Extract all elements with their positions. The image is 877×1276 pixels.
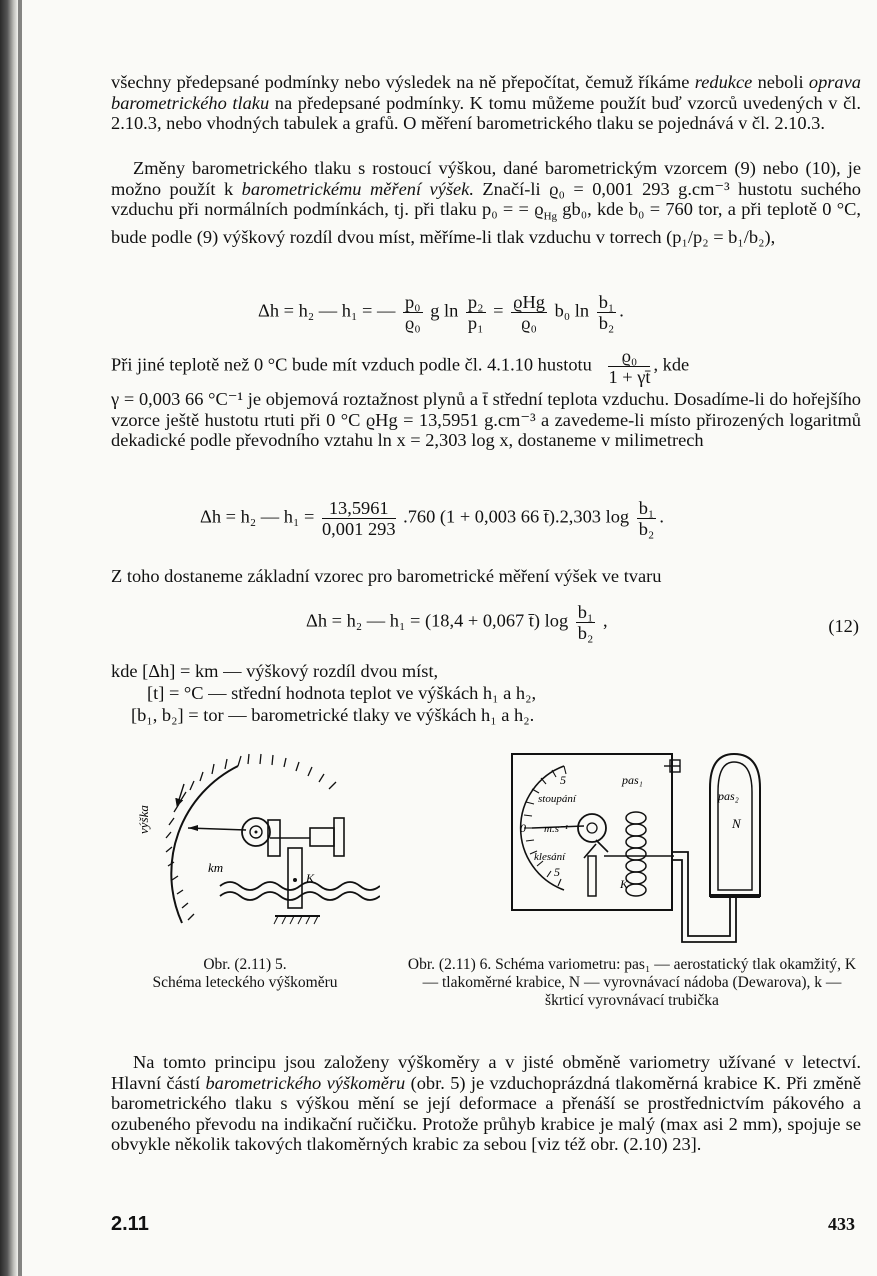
paragraph-4: Z toho dostaneme základní vzorec pro barometrické měření výšek ve tvaru: [111, 566, 662, 586]
page-binding-line: [18, 0, 22, 1276]
label-vyska: výška: [136, 805, 151, 834]
legend-line-1: kde [Δh] = km — výškový rozdíl dvou míst,: [111, 661, 439, 681]
label-five-bottom: 5: [554, 865, 560, 879]
label-km: km: [208, 860, 224, 875]
paragraph-2: Změny barometrického tlaku s rostoucí výškou, dané barometrickým vzorcem (9) nebo (10), je možno použít k barometrickému měření výšek. Značí-li ϱ₀ = 0,001 293 g.cm⁻³ hustotu suchého vzduchu při normálních podmínkách, tj. při tlaku p₀ = = $ϱ_{Hg}$ gb₀, kde b₀ = 760 tor, a při teplotě 0 °C, bude podle (9) výškový rozdíl dvou míst, měříme-li tlak vzduchu v torrech (p₁/p₂ = b₁/b₂),: [111, 158, 861, 248]
label-k6: K: [620, 877, 629, 891]
label-stoupani: stoupání: [538, 793, 576, 805]
label-ms: m.s⁻¹: [544, 823, 569, 835]
equation-1: Δh = h₂ — h₁ = — $\frac{\text{p₀}}{\text{ϱ₀}}$ g ln $\frac{\text{p₂}}{\text{p₁}}$ = ϱHg ϱ₀ b₀ ln $\frac{\text{b₁}}{\text{b₂}}$ .: [258, 292, 624, 333]
legend-line-2: [t] = °C — střední hodnota teplot ve výškách h₁ a h₂,: [147, 683, 537, 703]
label-zero: 0: [520, 821, 526, 835]
label-pas1: pas₁: [622, 773, 643, 787]
label-k: K: [306, 871, 315, 885]
paragraph-1: všechny předepsané podmínky nebo výsledek na ně přepočítat, čemuž říkáme redukce neboli oprava barometrického tlaku na předepsané podmínky. K tomu můžeme použít buď vzorců uvedených v čl. 2.10.3, nebo vhodných tabulek a grafů. O měření barometrického tlaku se pojednává v čl. 2.10.3.: [111, 72, 861, 134]
label-n: N: [732, 816, 741, 831]
equation-2: Δh = h₂ — h₁ = $\frac{13,5961}{0,001 293}$ .760 (1 + 0,003 66 t̄).2,303 log $\frac{\text{b₁}}{\text{b₂}}$ .: [200, 498, 664, 539]
label-klesani: klesání: [534, 851, 566, 863]
figure-6-caption: Obr. (2.11) 6. Schéma variometru: pas₁ — aerostatický tlak okamžitý, K — tlakoměrné krabice, N — vyrovnávací nádoba (Dewarova), k — škrticí vyrovnávací trubička: [407, 956, 857, 1009]
page-binding-shadow: [0, 0, 18, 1276]
label-five-top: 5: [560, 773, 566, 787]
figure-5-caption: Obr. (2.11) 5. Schéma leteckého výškoměru: [152, 956, 338, 991]
unit-legend: [111, 660, 536, 726]
equation-3: Δh = h₂ — h₁ = (18,4 + 0,067 t̄) log $\frac{\text{b₁}}{\text{b₂}}$ ,: [306, 602, 608, 643]
page-number: 433: [828, 1214, 855, 1234]
paragraph-3: Při jiné teplotě než 0 °C bude mít vzduch podle čl. 4.1.10 hustotu $\frac{\text{ϱ₀}}{1 + \gamma t̄}$ , kde γ = 0,003 66 °C⁻¹ je objemová roztažnost plynů a t̄ střední teplota vzduchu. Dosadíme-li do hořejšího vzorce ještě hustotu rtuti při 0 °C ϱHg = 13,5951 g.cm⁻³ a zavedeme-li místo přirozených logaritmů dekadické podle převodního vztahu ln x = 2,303 log x, dostaneme v milimetrech: [111, 346, 861, 451]
label-pas2: pas₂: [718, 789, 739, 803]
figure-6-variometer: [504, 748, 877, 948]
figure-5-altimeter: [120, 748, 380, 930]
paragraph-5: Na tomto principu jsou založeny výškoměry a v jisté obměně variometry užívané v letectví. Hlavní částí barometrického výškoměru (obr. 5) je vzduchoprázdná tlakoměrná krabice K. Při změně barometrického tlaku s výškou mění se její deformace a přenáší se prostřednictvím pákového a ozubeného převodu na indikační ručičku. Protože průhyb krabice je malý (max asi 2 mm), spojuje se obvykle několik takových tlakoměrných krabic za sebou [viz též obr. (2.10) 23].: [111, 1052, 861, 1155]
legend-line-3: [b₁, b₂] = tor — barometrické tlaky ve výškách h₁ a h₂.: [131, 705, 535, 725]
section-number: 2.11: [111, 1213, 149, 1235]
equation-number: (12): [828, 616, 859, 636]
